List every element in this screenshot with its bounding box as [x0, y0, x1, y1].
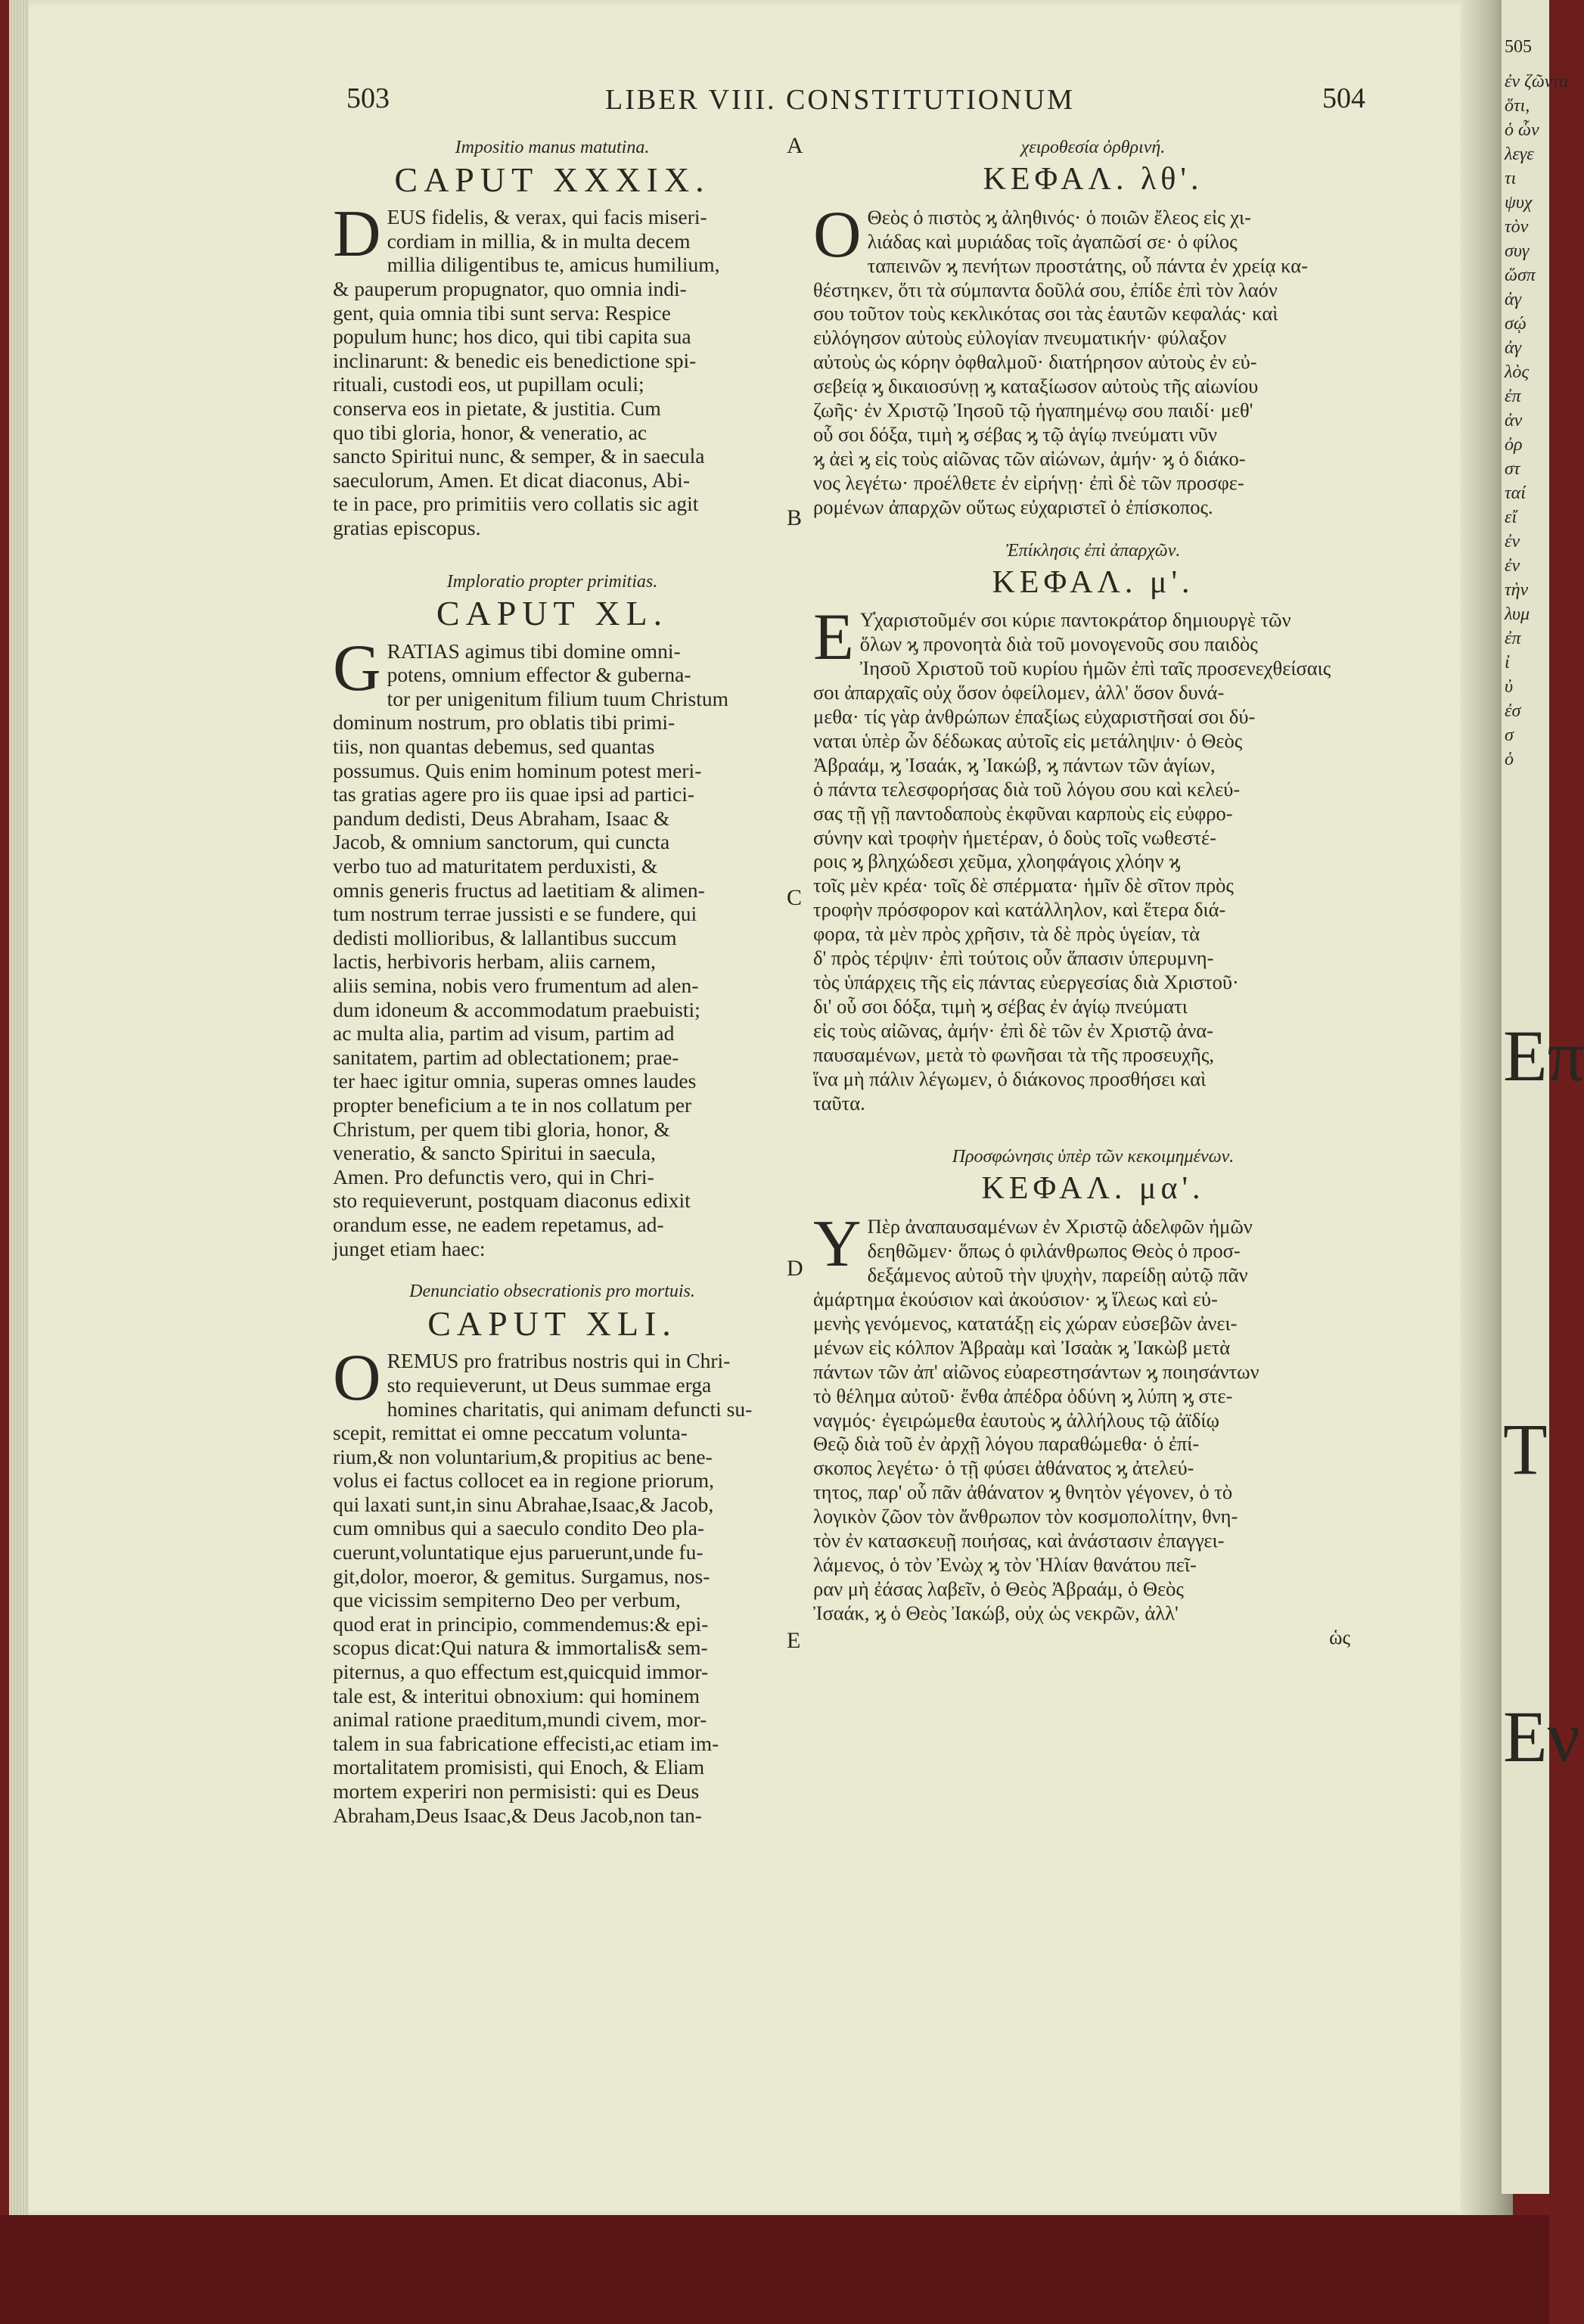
text-line: Ἰησοῦ Χριστοῦ τοῦ κυρίου ἡμῶν ἐπὶ ταῖς προσενεχθείσαις: [859, 657, 1331, 680]
text-line: talem in sua fabricatione effecisti,ac etiam im-: [333, 1731, 719, 1755]
chapter-subheading: Denunciatio obsecrationis pro mortuis.: [409, 1282, 695, 1302]
chapter-heading: CAPUT XL.: [436, 594, 669, 633]
next-page-fragment: ταί: [1505, 483, 1526, 503]
text-line: δεηθῶμεν· ὅπως ὁ φιλάνθρωπος Θεὸς ὁ προσ-: [867, 1239, 1241, 1263]
text-line: pandum dedisti, Deus Abraham, Isaac &: [333, 806, 670, 830]
text-line: propter beneficium a te in nos collatum per: [333, 1092, 692, 1117]
text-line: sto requieverunt, ut Deus summae erga: [387, 1372, 712, 1397]
text-line: dominum nostrum, pro oblatis tibi primi-: [333, 710, 676, 735]
next-page-fragment: συγ: [1505, 241, 1530, 261]
text-line: δ' πρὸς τέρψιν· ἐπὶ τούτοις οὖν ἅπασιν ὑπερυμνη-: [813, 946, 1214, 970]
margin-letter-d: D: [787, 1256, 803, 1281]
text-line: φορα, τὰ μὲν πρὸς χρῆσιν, τὰ δὲ πρὸς ὑγείαν, τὰ: [813, 922, 1200, 946]
text-line: scopus dicat:Qui natura & immortalis& sem-: [333, 1636, 708, 1660]
drop-cap: D: [333, 197, 381, 272]
text-line: cordiam in millia, & in multa decem: [387, 228, 691, 253]
chapter-text: [813, 601, 1373, 1115]
text-line: qui laxati sunt,in sinu Abrahae,Isaac,& Jacob,: [333, 1492, 714, 1516]
text-line: Christum, per quem tibi gloria, honor, &: [333, 1117, 670, 1141]
margin-letter-a: A: [787, 133, 803, 158]
next-page-fragment: λὸς: [1505, 362, 1530, 382]
greek-column: [813, 136, 1373, 1650]
next-page-fragment: λεγε: [1505, 144, 1534, 164]
text-line: quo tibi gloria, honor, & veneratio, ac: [333, 420, 648, 444]
text-line: Θεὸς ὁ πιστὸς ϗ ἀληθινός· ὁ ποιῶν ἔλεος εἰς χι-: [867, 205, 1251, 228]
text-line: verbo tuo ad maturitatem perduxisti, &: [333, 854, 658, 878]
text-line: omnis generis fructus ad laetitiam & alimen-: [333, 878, 705, 902]
text-line: que vicissim sempiterno Deo per verbum,: [333, 1588, 681, 1612]
text-line: οὗ σοι δόξα, τιμὴ ϗ σέβας ϗ τῷ ἁγίῳ πνεύματι νῦν: [813, 422, 1217, 446]
text-line: ϗ ἀεὶ ϗ εἰς τοὺς αἰῶνας τῶν αἰώνων, ἀμήν· ϗ ὁ διάκο-: [813, 446, 1246, 470]
next-page-fragment: ὀρ: [1505, 435, 1523, 455]
text-line: veneratio, & sancto Spiritui in saecula,: [333, 1141, 656, 1165]
text-line: potens, omnium effector & guberna-: [387, 663, 691, 687]
text-line: Ἰσαάκ, ϗ ὁ Θεὸς Ἰακώβ, οὐχ ὡς νεκρῶν, ἀλλ': [813, 1601, 1179, 1624]
text-line: ροις ϗ βληχώδεσι χεῦμα, χλοηφάγοις χλόην ϗ: [813, 850, 1181, 873]
drop-cap: G: [333, 631, 381, 705]
text-line: τοῖς μὲν κρέα· τοῖς δὲ σπέρματα· ἡμῖν δὲ σῖτον πρὸς: [813, 874, 1234, 897]
text-line: Υ̓χαριστοῦμέν σοι κύριε παντοκράτορ δημιουργὲ τῶν: [859, 608, 1291, 632]
text-line: orandum esse, ne eadem repetamus, ad-: [333, 1212, 664, 1236]
text-line: rium,& non voluntarium,& propitius ac bene-: [333, 1444, 713, 1468]
text-line: saeculorum, Amen. Et dicat diaconus, Abi-: [333, 468, 690, 492]
next-page-fragment: ἀγ: [1505, 338, 1522, 358]
next-page-fragment: σ: [1505, 725, 1514, 745]
text-line: tale est, & interitui obnoxium: qui hominem: [333, 1683, 700, 1707]
text-line: sancto Spiritui nunc, & semper, & in saecula: [333, 444, 705, 468]
text-line: piternus, a quo effectum est,quicquid immor-: [333, 1660, 709, 1684]
next-page-fragment: ἐσ: [1505, 701, 1521, 721]
text-line: δεξάμενος αὐτοῦ τὴν ψυχὴν, παρείδῃ αὐτῷ πᾶν: [867, 1263, 1248, 1287]
text-line: εἰς τοὺς αἰῶνας, ἀμήν· ἐπὶ δὲ τῶν ἐν Χριστῷ ἀνα-: [813, 1018, 1213, 1042]
text-line: τητος, παρ' οὗ πᾶν ἀθάνατον ϗ θνητὸν γέγονεν, ὁ τὸ: [813, 1480, 1233, 1504]
margin-letter-c: C: [787, 885, 803, 910]
text-line: tas gratias agere pro iis quae ipsi ad partici-: [333, 782, 695, 806]
text-line: mortem experiri non permisisti: qui es Deus: [333, 1779, 700, 1803]
page-number-right: 504: [1322, 82, 1365, 114]
chapter-heading: ΚΕΦΑΛ. λθ'.: [983, 161, 1204, 197]
text-line: ταῦτα.: [813, 1091, 865, 1114]
text-line: tiis, non quantas debemus, sed quantas: [333, 735, 655, 759]
text-line: tum nostrum terrae jussisti e se fundere, qui: [333, 902, 697, 926]
next-page-edge: [1502, 0, 1584, 2194]
chapter-heading: ΚΕΦΑΛ. μα'.: [981, 1171, 1205, 1207]
text-line: ρομένων ἀπαρχῶν οὕτως εὐχαριστεῖ ὁ ἐπίσκοπος.: [813, 495, 1213, 518]
text-line: μένων εἰς κόλπον Ἀβραὰμ καὶ Ἰσαὰκ ϗ Ἰακὼβ μετὰ: [813, 1335, 1231, 1359]
text-line: millia diligentibus te, amicus humilium,: [387, 253, 720, 277]
next-page-fragment: λυμ: [1505, 604, 1530, 624]
text-line: εὐλόγησον αὐτοὺς εὐλογίαν πνευματικήν· φύλαξον: [813, 326, 1227, 350]
next-page-fragment: ὁ: [1505, 750, 1514, 769]
page-number-left: 503: [346, 82, 390, 114]
chapter-subheading: Impositio manus matutina.: [455, 138, 650, 157]
text-line: ναται ὑπὲρ ὧν δέδωκας αὐτοῖς εἰς μετάληψιν· ὁ Θεὸς: [813, 729, 1243, 752]
text-line: τὸ θέλημα αὐτοῦ· ἔνθα ἀπέδρα ὀδύνη ϗ λύπη ϗ στε-: [813, 1384, 1233, 1407]
text-line: σου τοῦτον τοὺς κεκλικότας σοι τὰς ἑαυτῶν κεφαλάς· καὶ: [813, 302, 1278, 325]
text-line: νος λεγέτω· προέλθετε ἐν εἰρήνῃ· ἐπὶ δὲ τῶν προσφε-: [813, 471, 1244, 494]
next-page-fragment: τι: [1505, 169, 1517, 188]
next-page-fragment: ὐ: [1505, 677, 1514, 697]
text-line: ἁμάρτημα ἑκούσιον καὶ ἀκούσιον· ϗ ἵλεως καὶ εὐ-: [813, 1287, 1218, 1310]
chapter-subheading: Προσφώνησις ὑπὲρ τῶν κεκοιμημένων.: [952, 1147, 1235, 1167]
next-page-fragment: ἐπ: [1505, 387, 1521, 406]
text-line: git,dolor, moeror, & gemitus. Surgamus, nos-: [333, 1564, 710, 1588]
text-line: junget etiam haec:: [333, 1236, 486, 1260]
drop-cap: Ε: [813, 601, 854, 675]
text-line: ραν μὴ ἐάσας λαβεῖν, ὁ Θεὸς Ἀβραάμ, ὁ Θεὸς: [813, 1577, 1184, 1600]
text-line: τροφὴν πρόσφορον καὶ κατάλληλον, καὶ ἕτερα διά-: [813, 898, 1226, 921]
text-line: rituali, custodi eos, ut pupillam oculi;: [333, 372, 644, 396]
chapter-text: [333, 197, 772, 539]
next-page-number: 505: [1505, 37, 1532, 57]
next-page-fragment: ἐν: [1505, 556, 1520, 576]
next-page-fragment: ἐν: [1505, 532, 1520, 551]
text-line: Amen. Pro defunctis vero, qui in Chri-: [333, 1164, 654, 1188]
text-line: μεθα· τίς γὰρ ἀνθρώπων ἐπαξίως εὐχαριστῆσαί σοι δύ-: [813, 705, 1256, 729]
text-line: αὐτοὺς ὡς κόρην ὀφθαλμοῦ· διατήρησον αὐτοὺς ἐν εὐ-: [813, 350, 1257, 374]
text-line: ter haec igitur omnia, superas omnes laudes: [333, 1069, 697, 1093]
next-page-fragment: σῴ: [1505, 314, 1527, 334]
text-line: animal ratione praeditum,mundi civem, mor-: [333, 1707, 707, 1732]
text-line: gent, quia omnia tibi sunt serva: Respice: [333, 300, 671, 325]
text-line: quod erat in principio, commendemus:& epi-: [333, 1611, 709, 1636]
text-line: λάμενος, ὁ τὸν Ἐνὼχ ϗ τὸν Ἡλίαν θανάτου πεῖ-: [813, 1552, 1197, 1576]
text-line: Πὲρ ἀναπαυσαμένων ἐν Χριστῷ ἀδελφῶν ἡμῶν: [867, 1215, 1253, 1238]
text-line: ταπεινῶν ϗ πενήτων προστάτης, οὗ πάντα ἐν χρείᾳ κα-: [867, 253, 1308, 277]
text-line: σοι ἀπαρχαῖς οὐχ ὅσον ὀφείλομεν, ἀλλ' ὅσον δυνά-: [813, 681, 1225, 704]
chapter-subheading: Ἐπίκλησις ἐπὶ ἀπαρχῶν.: [1005, 540, 1181, 561]
text-line: πάντων τῶν ἀπ' αἰῶνος εὐαρεστησάντων ϗ ποιησάντων: [813, 1359, 1259, 1383]
text-line: Ἀβραάμ, ϗ Ἰσαάκ, ϗ Ἰακώβ, ϗ πάντων τῶν ἁγίων,: [813, 753, 1216, 776]
drop-cap: Ο: [813, 197, 862, 272]
text-line: lactis, herbivoris herbam, aliis carnem,: [333, 949, 656, 974]
page-edge: [9, 0, 29, 2215]
text-line: sto requieverunt, postquam diaconus edixit: [333, 1188, 691, 1213]
text-line: RATIAS agimus tibi domine omni-: [387, 638, 681, 663]
chapter-heading: CAPUT XXXIX.: [394, 160, 710, 199]
chapter-subheading: χειροθεσία ὀρθρινή.: [1020, 138, 1166, 157]
next-page-fragment: ψυχ: [1505, 193, 1533, 213]
next-page-fragment: ἀγ: [1505, 290, 1522, 309]
text-line: populum hunc; hos dico, qui tibi capita sua: [333, 325, 691, 349]
next-page-fragment: ὅτι,: [1505, 96, 1530, 116]
chapter-text: [813, 1207, 1373, 1649]
chapter-heading: CAPUT XLI.: [427, 1303, 677, 1343]
margin-letter-e: E: [787, 1628, 801, 1653]
next-page-fragment: ἰ: [1505, 653, 1510, 673]
next-page-initial: Επ: [1503, 1015, 1584, 1096]
chapter-text: [333, 631, 772, 1260]
chapter-heading: ΚΕΦΑΛ. μ'.: [992, 564, 1194, 600]
text-line: παυσαμένων, μετὰ τὸ φωνῆσαι τὰ τῆς προσευχῆς,: [813, 1042, 1214, 1066]
text-line: Abraham,Deus Isaac,& Deus Jacob,non tan-: [333, 1803, 702, 1827]
next-page-fragment: εἴ: [1505, 508, 1517, 527]
text-line: conserva eos in pietate, & justitia. Cum: [333, 396, 661, 420]
next-page-fragment: ἐν ζῶντα: [1505, 72, 1569, 92]
text-line: ναγμός· ἐγειρώμεθα ἑαυτοὺς ϗ ἀλλήλους τῷ ἀϊδίῳ: [813, 1408, 1219, 1431]
text-line: δι' οὗ σοι δόξα, τιμὴ ϗ σέβας ἐν ἁγίῳ πνεύματι: [813, 994, 1188, 1018]
chapter-text: [813, 197, 1373, 520]
text-line: θέστηκεν, ὅτι τὰ σύμπαντα δοῦλά σου, ἐπίδε ἐπὶ τὸν λαόν: [813, 278, 1278, 301]
text-line: μενὴς γενόμενος, κατατάξῃ εἰς χώραν εὐσεβῶν ἀνει-: [813, 1311, 1238, 1334]
text-line: mortalitatem promisisti, qui Enoch, & Eliam: [333, 1755, 705, 1779]
text-line: λογικὸν ζῶον τὸν ἄνθρωπον τὸν κοσμοπολίτην, θνη-: [813, 1505, 1238, 1528]
next-page-initial: Εν: [1503, 1696, 1581, 1777]
chapter-text: [333, 1341, 772, 1827]
next-page-fragment: ὥσπ: [1505, 266, 1536, 285]
text-line: homines charitatis, qui animam defuncti su-: [387, 1397, 753, 1421]
text-line: ὅλων ϗ προνοητὰ διὰ τοῦ μονογενοῦς σου παιδὸς: [859, 632, 1258, 656]
text-line: σεβείᾳ ϗ δικαιοσύνῃ ϗ καταξίωσον αὐτοὺς τῆς αἰωνίου: [813, 374, 1259, 398]
text-line: Θεῷ διὰ τοῦ ἐν ἀρχῇ λόγου παραθώμεθα· ὁ ἐπί-: [813, 1432, 1200, 1456]
chapter-subheading: Imploratio propter primitias.: [446, 571, 658, 592]
text-line: σκοπος λεγέτω· ὁ τῇ φύσει ἀθάνατος ϗ ἀτελεύ-: [813, 1456, 1194, 1480]
text-line: volus ei factus collocet ea in regione priorum,: [333, 1468, 714, 1493]
text-line: dedisti mollioribus, & lallantibus succum: [333, 925, 677, 949]
text-line: aliis semina, nobis vero frumentum ad alen-: [333, 974, 699, 997]
text-line: ὁ πάντα τελεσφορήσας διὰ τοῦ λόγου σου καὶ κελεύ-: [813, 777, 1241, 800]
text-line: ζωῆς· ἐν Χριστῷ Ἰησοῦ τῷ ἠγαπημένῳ σου παιδί· μεθ': [813, 399, 1253, 422]
text-line: σύνην καὶ τροφὴν ἡμετέραν, ὁ δοὺς τοῖς νωθεστέ-: [813, 825, 1216, 849]
next-page-fragment: ὁ ὧν: [1505, 120, 1539, 140]
next-page-fragment: ἀν: [1505, 411, 1523, 430]
margin-letter-b: B: [787, 505, 803, 530]
text-line: λιάδας καὶ μυριάδας τοῖς ἀγαπῶσί σε· ὁ φίλος: [867, 229, 1238, 253]
text-line: τὸς ὑπάρχεις τῆς εἰς πάντας εὐεργεσίας διὰ Χριστοῦ·: [813, 971, 1239, 993]
catchword: ὡς: [1329, 1625, 1350, 1648]
drop-cap: Υ: [813, 1207, 862, 1282]
text-line: gratias episcopus.: [333, 515, 481, 539]
text-line: cum omnibus qui a saeculo condito Deo pla-: [333, 1516, 705, 1540]
text-line: dum idoneum & accommodatum praebuisti;: [333, 997, 700, 1021]
text-line: EUS fidelis, & verax, qui facis miseri-: [387, 205, 707, 229]
text-line: REMUS pro fratribus nostris qui in Chri-: [387, 1349, 731, 1373]
text-line: Jacob, & omnium sanctorum, qui cuncta: [333, 830, 670, 854]
text-line: te in pace, pro primitiis vero collatis sic agit: [333, 492, 699, 516]
text-line: cuerunt,voluntatique ejus paruerunt,unde fu-: [333, 1540, 703, 1564]
text-line: tor per unigenitum filium tuum Christum: [387, 686, 728, 710]
next-page-fragment: ἐπ: [1505, 629, 1521, 648]
text-line: & pauperum propugnator, quo omnia indi-: [333, 276, 687, 300]
book-cover-edge: [0, 2215, 1549, 2324]
latin-column: [333, 136, 772, 1827]
text-line: σας τῇ γῇ παντοδαποὺς ἐκφῦναι καρποὺς εἰς εὐφρο-: [813, 801, 1233, 825]
drop-cap: O: [333, 1341, 381, 1415]
text-line: sanitatem, partim ad oblectationem; prae-: [333, 1045, 679, 1069]
next-page-initial: Τ: [1503, 1409, 1548, 1490]
text-line: τὸν ἐν κατασκευῇ ποιήσας, καὶ ἀνάστασιν ἐπαγγει-: [813, 1529, 1225, 1552]
text-line: ac multa alia, partim ad visum, partim ad: [333, 1021, 675, 1045]
text-line: inclinarunt: & benedic eis benedictione spi-: [333, 348, 697, 372]
running-head: [0, 82, 1498, 127]
text-line: ἵνα μὴ πάλιν λέγωμεν, ὁ διάκονος προσθήσει καὶ: [813, 1067, 1207, 1090]
next-page-fragment: τὸν: [1505, 217, 1529, 237]
running-title: LIBER VIII. CONSTITUTIONUM: [605, 84, 1075, 116]
text-line: scepit, remittat ei omne peccatum volunta-: [333, 1421, 688, 1445]
text-line: possumus. Quis enim hominum potest meri-: [333, 758, 702, 782]
next-page-fragment: στ: [1505, 459, 1520, 479]
next-page-fragment: τὴν: [1505, 580, 1529, 600]
